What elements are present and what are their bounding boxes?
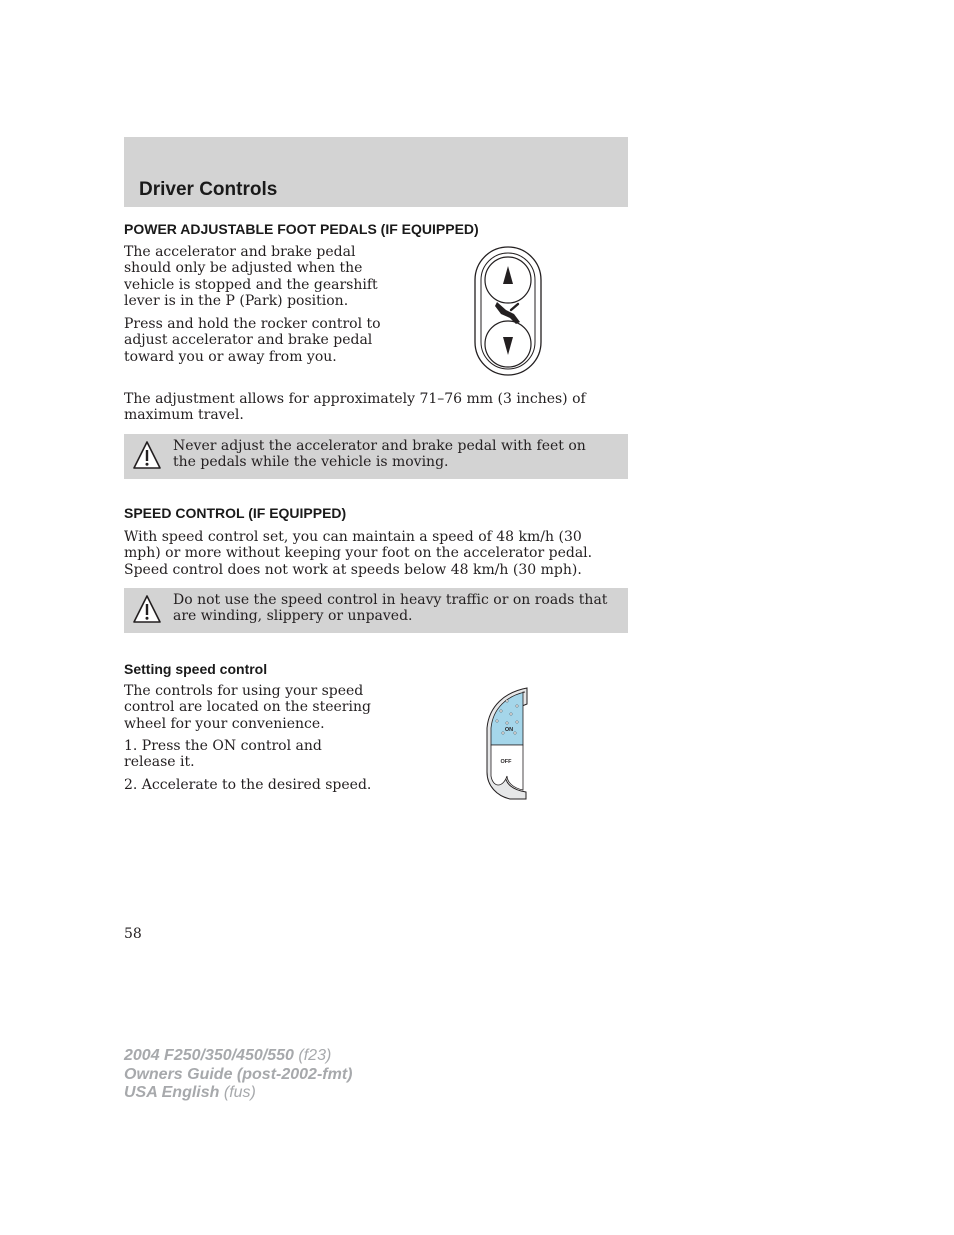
pedals-heading: POWER ADJUSTABLE FOOT PEDALS (IF EQUIPPED)	[124, 221, 479, 237]
section-header	[124, 137, 628, 207]
pedals-warning-text: Never adjust the accelerator and brake pedal with feet on the pedals while the vehicle is moving.	[173, 438, 586, 471]
setting-step-2: 2. Accelerate to the desired speed.	[124, 777, 372, 793]
footer-line-2: Owners Guide (post-2002-fmt)	[124, 1065, 353, 1083]
footer-language-code: (fus)	[223, 1084, 256, 1101]
footer-model-code: (f23)	[298, 1047, 332, 1064]
warning-triangle-icon	[132, 439, 162, 471]
on-button	[491, 692, 525, 745]
pedals-para-3: The adjustment allows for approximately 71–76 mm (3 inches) of maximum travel.	[124, 391, 586, 424]
speed-control-switch-figure	[483, 684, 533, 804]
speed-control-heading: SPEED CONTROL (IF EQUIPPED)	[124, 505, 347, 521]
speed-control-warning-text: Do not use the speed control in heavy traffic or on roads that are winding, slippery or unpaved.	[173, 592, 608, 625]
section-title: Driver Controls	[139, 179, 278, 200]
pedals-para-2: Press and hold the rocker control to adjust accelerator and brake pedal toward you or away from you.	[124, 316, 381, 365]
pedal-rocker-control-figure	[470, 244, 546, 378]
footer-model: 2004 F250/350/450/550	[124, 1047, 294, 1064]
footer-line-1	[124, 1047, 352, 1066]
warning-triangle-icon	[132, 593, 162, 625]
pedals-para-1: The accelerator and brake pedal should only be adjusted when the vehicle is stopped and the gearshift lever is in the P (Park) position.	[124, 244, 378, 309]
arrow-down-icon	[503, 337, 513, 355]
speed-control-warning	[124, 588, 628, 633]
footer-line-3	[124, 1084, 352, 1103]
footer	[124, 1047, 352, 1103]
footer-language: USA English	[124, 1084, 220, 1101]
setting-para-1: The controls for using your speed control are located on the steering wheel for your convenience.	[124, 683, 371, 732]
setting-speed-control-heading: Setting speed control	[124, 661, 268, 677]
on-label: ON	[504, 727, 514, 733]
setting-step-1: 1. Press the ON control and release it.	[124, 738, 322, 771]
pedals-warning	[124, 434, 628, 479]
arrow-up-icon	[503, 266, 513, 284]
page-number: 58	[124, 926, 142, 942]
off-label: OFF	[500, 759, 512, 765]
speed-control-para-1: With speed control set, you can maintain a speed of 48 km/h (30 mph) or more without keeping your foot on the accelerator pedal. Speed control does not work at speeds below 48 km/h (30 mph).	[124, 529, 593, 578]
